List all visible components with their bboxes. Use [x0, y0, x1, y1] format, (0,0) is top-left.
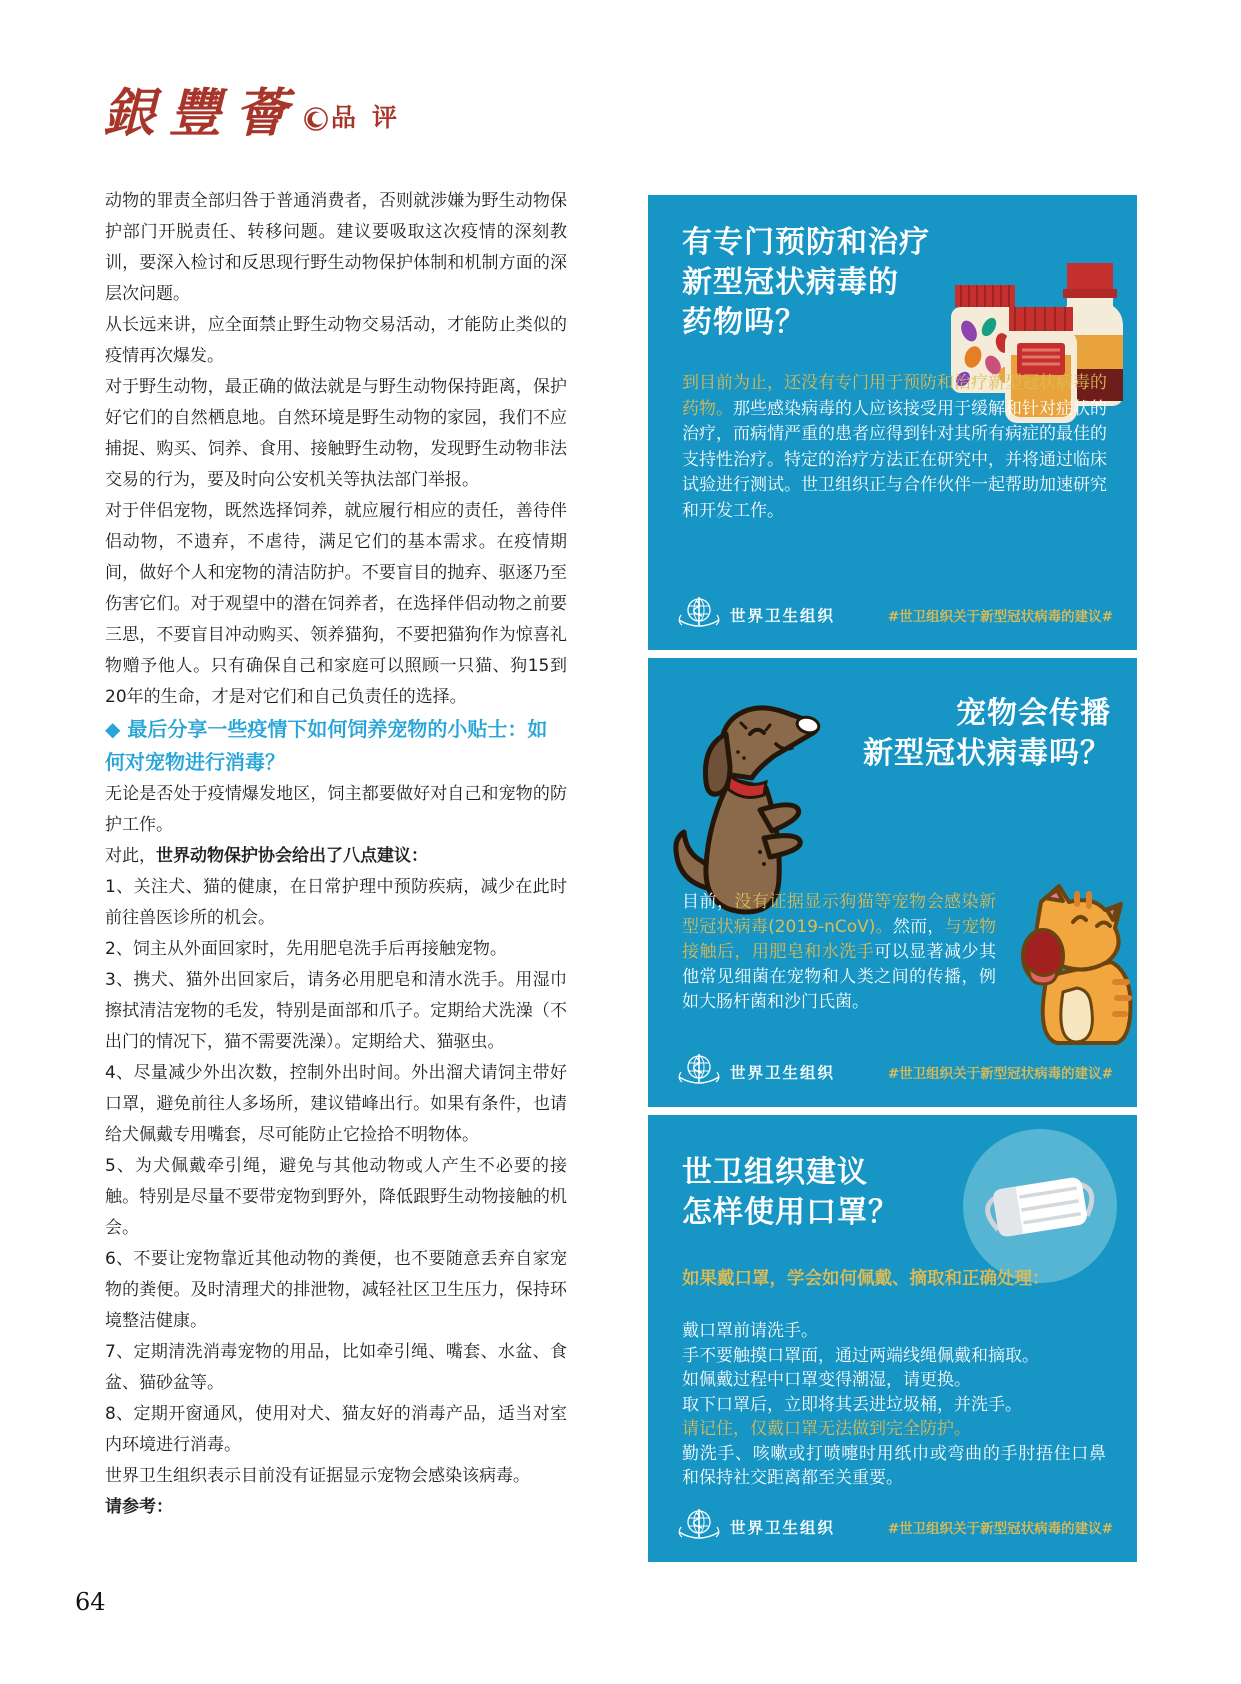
paragraph-advice-lead [105, 841, 567, 872]
card-title: 宠物会传播 新型冠状病毒吗？ [863, 696, 1111, 771]
body-line: 如佩戴过程中口罩变得潮湿，请更换。 [682, 1370, 971, 1390]
body-line: 取下口罩后，立即将其丢进垃圾桶，并洗手。 [682, 1394, 1022, 1415]
tip-item: 1、关注犬、猫的健康，在日常护理中预防疾病，减少在此时前往兽医诊所的机会。 [105, 877, 567, 928]
paragraph: 对于野生动物，最正确的做法就是与野生动物保持距离，保护好它们的自然栖息地。自然环境是野生动物的家园，我们不应捕捉、购买、饲养、食用、接触野生动物，发现野生动物非法交易的行为，要及时向公安机关等执法部门举报。 [105, 377, 567, 490]
advice-lead-bold: 世界动物保护协会给出了八点建议： [156, 846, 428, 866]
logo-calligraphy: 銀豐薈 [103, 83, 302, 144]
tip-item: 4、尽量减少外出次数，控制外出时间。外出溜犬请饲主带好口罩，避免前往人多场所，建议错峰出行。如果有条件，也请给犬佩戴专用嘴套，尽可能防止它捡拾不明物体。 [105, 1063, 567, 1145]
tip-item: 5、为犬佩戴牵引绳，避免与其他动物或人产生不必要的接触。特别是尽量不要带宠物到野外，降低跟野生动物接触的机会。 [105, 1156, 567, 1238]
who-card-pets [648, 658, 1137, 1107]
who-logo-icon [676, 1053, 722, 1091]
card-body [682, 890, 996, 1015]
card-body [682, 371, 1107, 524]
paragraph: 世界卫生组织表示目前没有证据显示宠物会感染该病毒。 [105, 1466, 530, 1486]
card-footer [676, 596, 1113, 634]
cat-illustration [1007, 884, 1135, 1053]
card-hashtag: #世卫组织关于新型冠状病毒的建议# [887, 609, 1113, 625]
card-body [682, 1319, 1106, 1491]
logo-tagline: 品评 [331, 103, 414, 132]
body-segment: 与宠物接触后，用肥皂和水洗手 [682, 917, 997, 962]
reference-label: 请参考： [105, 1497, 173, 1517]
who-org-label: 世界卫生组织 [730, 1519, 836, 1537]
body-line: 戴口罩前请洗手。 [682, 1321, 818, 1341]
body-segment: 然而， [892, 917, 945, 937]
tip-item: 6、不要让宠物靠近其他动物的粪便，也不要随意丢弃自家宠物的粪便。及时清理犬的排泄物，减轻社区卫生压力，保持环境整洁健康。 [105, 1249, 567, 1331]
who-logo-icon [676, 596, 722, 634]
tip-item: 8、定期开窗通风，使用对犬、猫友好的消毒产品，适当对室内环境进行消毒。 [105, 1404, 567, 1455]
magazine-logo [103, 82, 413, 146]
body-segment: 可以显著减少其他常见细菌在宠物和人类之间的传播，例如大肠杆菌和沙门氏菌。 [682, 942, 997, 1012]
card-footer [676, 1053, 1113, 1091]
who-org-label: 世界卫生组织 [730, 607, 836, 625]
body-segment: 到目前为止，还没有专门用于预防和治疗新型冠状病毒的药物。 [682, 373, 1107, 419]
paragraph: 对于伴侣宠物，既然选择饲养，就应履行相应的责任，善待伴侣动物，不遗弃，不虐待，满足它们的基本需求。在疫情期间，做好个人和宠物的清洁防护。不要盲目的抛弃、驱逐乃至伤害它们。对于观望中的潜在饲养者，在选择伴侣动物之前要三思，不要盲目冲动购买、领养猫狗，不要把猫狗作为惊喜礼物赠予他人。只有确保自己和家庭可以照顾一只猫、狗15到20年的生命，才是对它们和自己负责任的选择。 [105, 501, 567, 707]
body-segment: 目前， [682, 892, 735, 912]
body-line: 请记住，仅戴口罩无法做到完全防护。 [682, 1419, 971, 1439]
card-hashtag: #世卫组织关于新型冠状病毒的建议# [887, 1521, 1113, 1537]
paragraph: 从长远来讲，应全面禁止野生动物交易活动，才能防止类似的疫情再次爆发。 [105, 315, 567, 366]
who-card-masks [648, 1115, 1137, 1562]
body-segment: 没有证据显示狗猫等宠物会感染新型冠状病毒(2019-nCoV)。 [682, 892, 997, 937]
card-footer [676, 1508, 1113, 1546]
logo-swirl-icon [303, 106, 329, 136]
body-line: 勤洗手、咳嗽或打喷嚏时用纸巾或弯曲的手肘捂住口鼻和保持社交距离都至关重要。 [682, 1443, 1106, 1488]
tip-item: 3、携犬、猫外出回家后，请务必用肥皂和清水洗手。用湿巾擦拭清洁宠物的毛发，特别是面部和爪子。定期给犬洗澡（不出门的情况下，猫不需要洗澡）。定期给犬、猫驱虫。 [105, 970, 567, 1052]
page-number: 64 [75, 1588, 106, 1616]
who-logo-icon [676, 1508, 722, 1546]
card-hashtag: #世卫组织关于新型冠状病毒的建议# [887, 1066, 1113, 1082]
body-segment: 那些感染病毒的人应该接受用于缓解和针对症状的治疗，而病情严重的患者应得到针对其所有病症的最佳的支持性治疗。 [682, 398, 1107, 470]
who-org-label: 世界卫生组织 [730, 1064, 836, 1082]
card-title: 世卫组织建议 怎样使用口罩？ [682, 1155, 899, 1230]
tip-item: 7、定期清洗消毒宠物的用品，比如牵引绳、嘴套、水盆、食盆、猫砂盆等。 [105, 1342, 567, 1393]
body-line: 手不要触摸口罩面，通过两端线绳佩戴和摘取。 [682, 1345, 1039, 1366]
tip-item: 2、饲主从外面回家时，先用肥皂洗手后再接触宠物。 [105, 939, 507, 959]
card-intro: 如果戴口罩，学会如何佩戴、摘取和正确处理： [682, 1269, 1050, 1289]
card-title: 有专门预防和治疗 新型冠状病毒的 药物吗？ [682, 225, 930, 340]
paragraph: 无论是否处于疫情爆发地区，饲主都要做好对自己和宠物的防护工作。 [105, 784, 567, 835]
body-segment: 特定的治疗方法正在研究中，并将通过临床试验进行测试。世卫组织正与合作伙伴一起帮助加速研究和开发工作。 [682, 449, 1107, 521]
advice-lead-prefix: 对此， [105, 846, 156, 866]
section-heading: ◆ 最后分享一些疫情下如何饲养宠物的小贴士：如何对宠物进行消毒？ [105, 717, 548, 774]
paragraph: 动物的罪责全部归咎于普通消费者，否则就涉嫌为野生动物保护部门开脱责任、转移问题。建议要吸取这次疫情的深刻教训，要深入检讨和反思现行野生动物保护体制和机制方面的深层次问题。 [105, 191, 567, 304]
who-card-drugs [648, 195, 1137, 650]
article-text-column [105, 186, 567, 1523]
